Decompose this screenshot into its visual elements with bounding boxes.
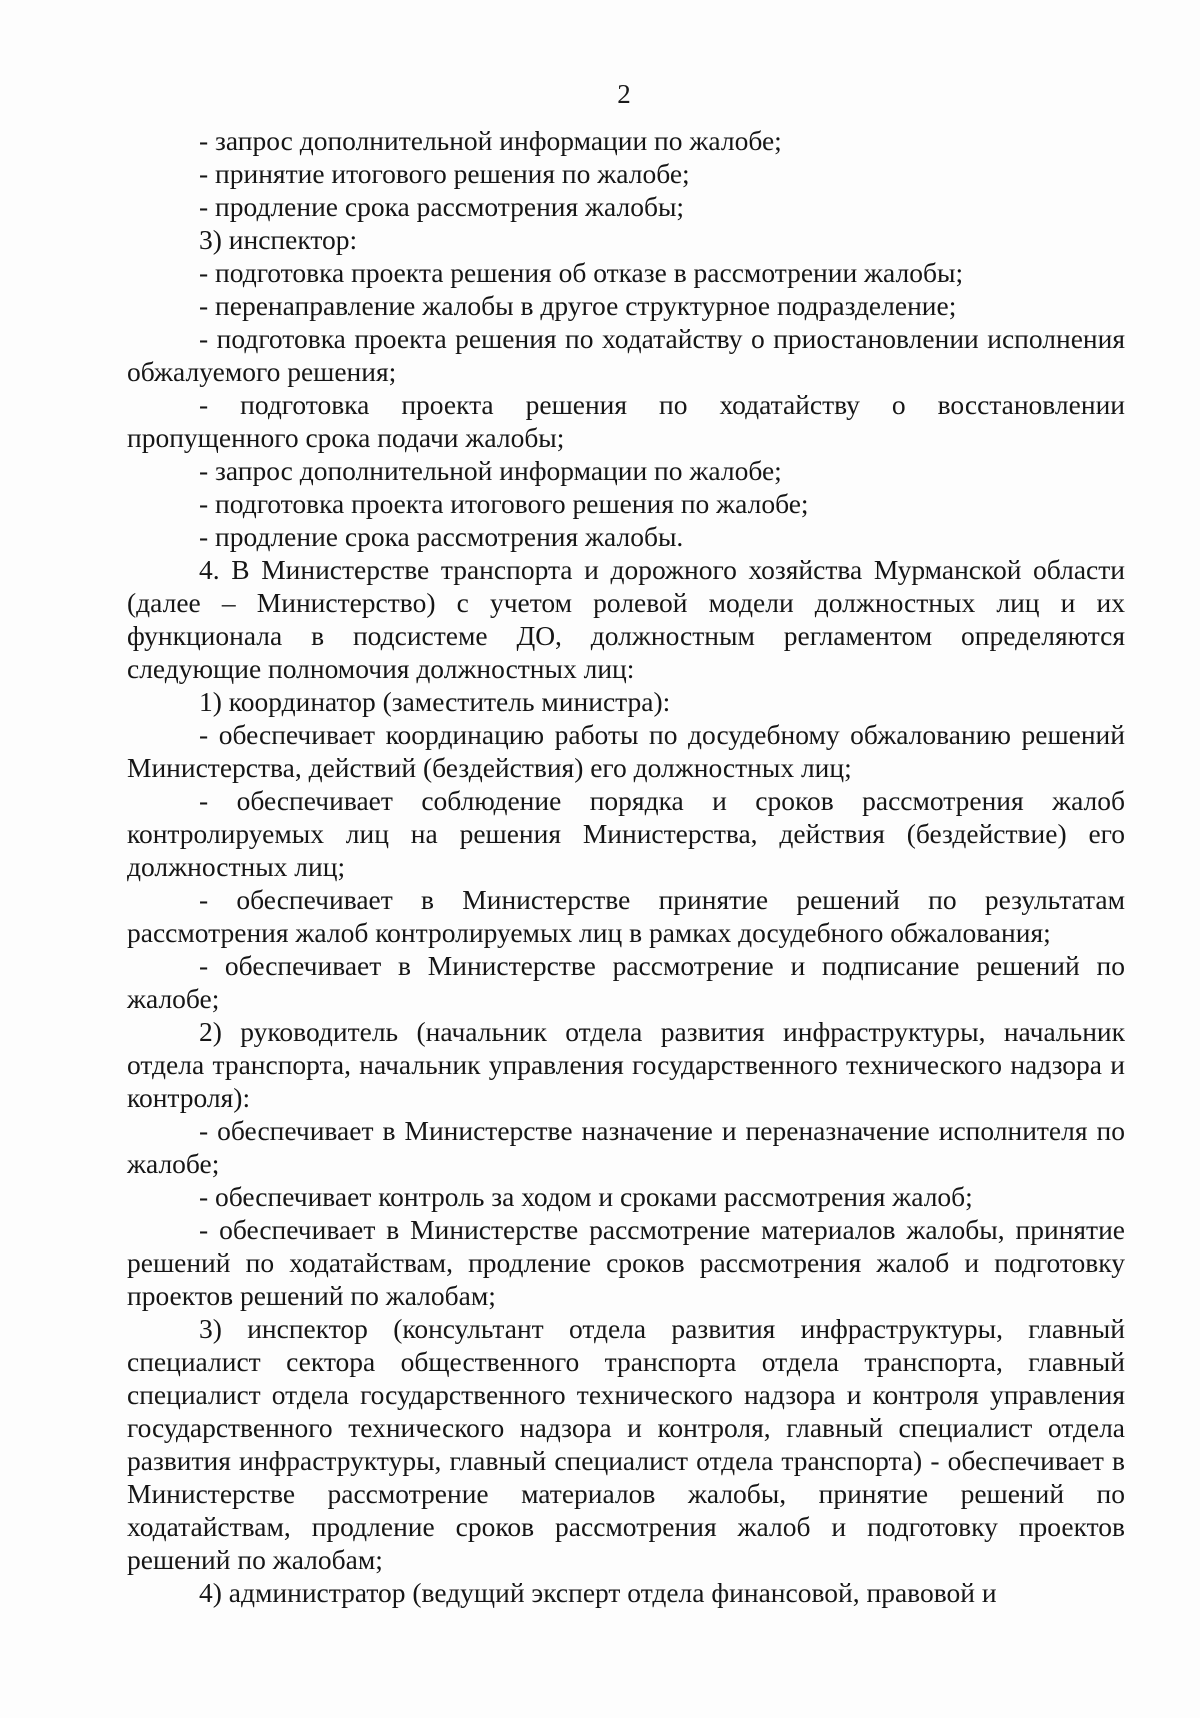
paragraph: 3) инспектор: xyxy=(199,224,358,255)
paragraph: - обеспечивает в Министерстве рассмотрение материалов жалобы, принятие решений по ходатайствам, продление сроков рассмотрения жалоб и подготовку проектов решений по жалобам; xyxy=(127,1214,1125,1311)
paragraph: - обеспечивает в Министерстве рассмотрение и подписание решений по жалобе; xyxy=(127,950,1125,1014)
paragraph: - обеспечивает соблюдение порядка и сроков рассмотрения жалоб контролируемых лиц на решения Министерства, действия (бездействие) его должностных лиц; xyxy=(127,785,1125,882)
document-body xyxy=(127,124,1125,1609)
paragraph: 2) руководитель (начальник отдела развития инфраструктуры, начальник отдела транспорта, начальник управления государственного технического надзора и контроля): xyxy=(127,1016,1125,1113)
paragraph: - запрос дополнительной информации по жалобе; xyxy=(199,455,782,486)
paragraph: - обеспечивает контроль за ходом и сроками рассмотрения жалоб; xyxy=(199,1181,973,1212)
paragraph: - принятие итогового решения по жалобе; xyxy=(199,158,690,189)
paragraph: 3) инспектор (консультант отдела развития инфраструктуры, главный специалист сектора общественного транспорта отдела транспорта, главный специалист отдела государственного технического надзора и контроля управления государственного технического надзора и контроля, главный специалист отдела развития инфраструктуры, главный специалист отдела транспорта) - обеспечивает в Министерстве рассмотрение материалов жалобы, принятие решений по ходатайствам, продление сроков рассмотрения жалоб и подготовку проектов решений по жалобам; xyxy=(127,1313,1125,1575)
paragraph: 4) администратор (ведущий эксперт отдела финансовой, правовой и xyxy=(199,1577,997,1608)
paragraph: - подготовка проекта решения по ходатайству о восстановлении пропущенного срока подачи жалобы; xyxy=(127,389,1125,453)
paragraph: - запрос дополнительной информации по жалобе; xyxy=(199,125,782,156)
paragraph: - подготовка проекта решения по ходатайству о приостановлении исполнения обжалуемого решения; xyxy=(127,323,1125,387)
paragraph: 1) координатор (заместитель министра): xyxy=(199,686,671,717)
paragraph: 4. В Министерстве транспорта и дорожного хозяйства Мурманской области (далее – Министерство) с учетом ролевой модели должностных лиц и их функционала в подсистеме ДО, должностным регламентом определяются следующие полномочия должностных лиц: xyxy=(127,554,1125,684)
paragraph: - продление срока рассмотрения жалобы. xyxy=(199,521,684,552)
page-number: 2 xyxy=(617,79,631,109)
paragraph: - подготовка проекта решения об отказе в рассмотрении жалобы; xyxy=(199,257,964,288)
paragraph: - обеспечивает в Министерстве принятие решений по результатам рассмотрения жалоб контролируемых лиц в рамках досудебного обжалования; xyxy=(127,884,1125,948)
paragraph: - обеспечивает координацию работы по досудебному обжалованию решений Министерства, действий (бездействия) его должностных лиц; xyxy=(127,719,1125,783)
paragraph: - подготовка проекта итогового решения по жалобе; xyxy=(199,488,809,519)
paragraph: - обеспечивает в Министерстве назначение и переназначение исполнителя по жалобе; xyxy=(127,1115,1125,1179)
paragraph: - перенаправление жалобы в другое структурное подразделение; xyxy=(199,290,957,321)
paragraph: - продление срока рассмотрения жалобы; xyxy=(199,191,685,222)
